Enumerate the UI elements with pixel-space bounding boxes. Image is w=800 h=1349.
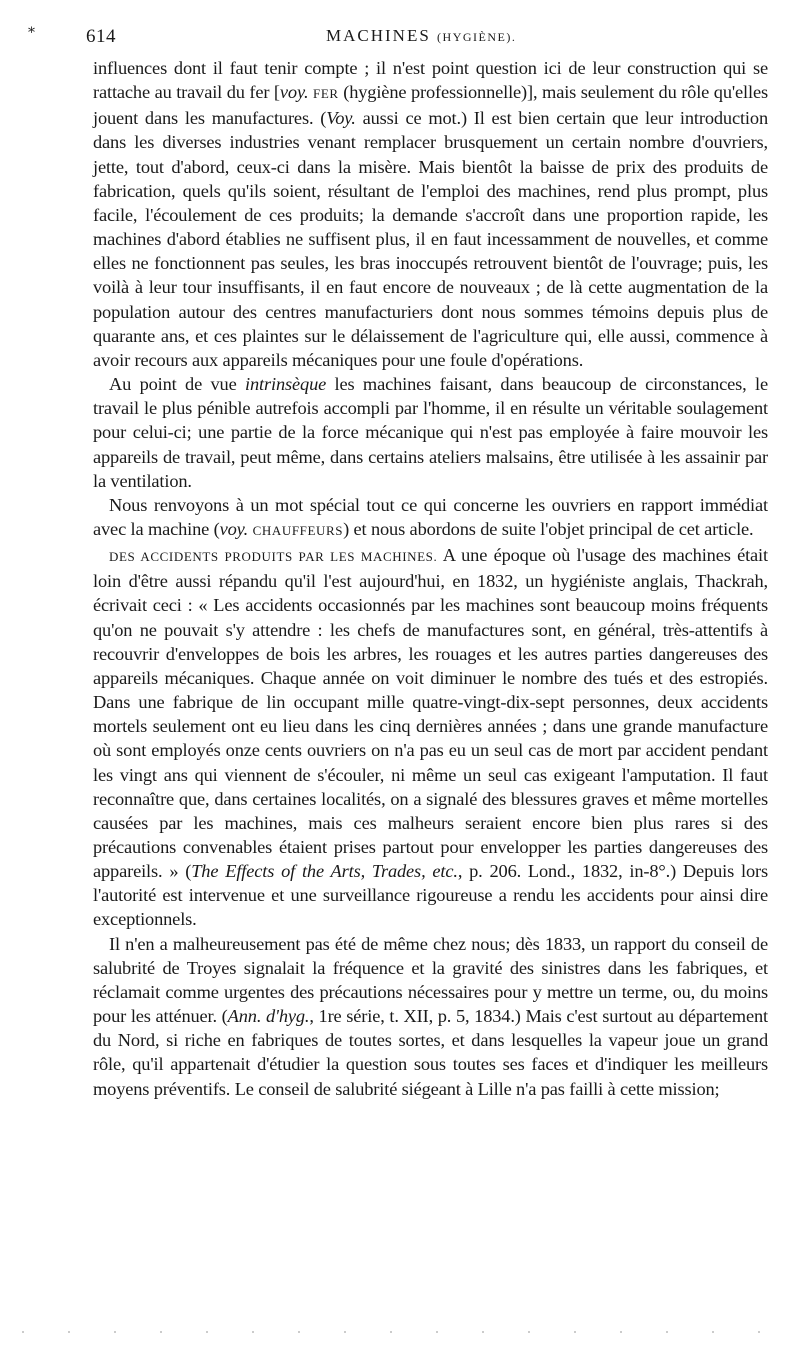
text-run: , p. 206. Lond., 1832, in-8°.) Depuis lors l'autorité est intervenue et une surveillance rigoureuse a rendu les accidents pour ainsi dire exceptionnels.	[93, 861, 768, 930]
body-text	[93, 56, 768, 1101]
running-header	[86, 26, 768, 50]
text-run: A une époque où l'usage des machines était loin d'être aussi répandu qu'il l'est aujourd'hui, en 1832, un hygiéniste anglais, Thackrah, écrivait ceci : « Les accidents occasionnés par les machines sont beaucoup moins fréquents qu'on ne pouvait s'y attendre : les chefs de manufactures sont, en général, très-attentifs à recouvrir d'enveloppes de bois les arbres, les rouages et les autres parties dangereuses des appareils mécaniques. Chaque année on voit diminuer le nombre des tués et des estropiés. Dans une fabrique de lin occupant mille quatre-vingt-dix-sept personnes, deux accidents mortels seulement ont eu lieu dans les cinq dernières années ; dans une grande manufacture où sont employés onze cents ouvriers on n'a pas eu un seul cas de mort par accident pendant les vingt ans qui viennent de s'écouler, ni même un seul cas exigeant l'amputation. Il faut reconnaître que, dans certaines localités, on a signalé des blessures graves et même mortelles causées par les machines, mais ces malheurs seraient encore bien plus rares si des précautions convenables étaient prises partout pour envelopper les parties dangereuses des appareils. » (	[93, 545, 768, 882]
text-run: influences dont il faut tenir compte ; il n'est point question ici de leur construction qui se rattache au travail du fer [	[93, 58, 768, 103]
paragraph	[93, 932, 768, 1101]
italic-run: voy.	[219, 518, 249, 539]
running-title-main: MACHINES	[326, 26, 431, 45]
text-run: Nous renvoyons à un mot spécial tout ce qui concerne les ouvriers en rapport immédiat avec la machine (	[93, 494, 768, 539]
running-title	[326, 26, 516, 46]
page-bottom-specks	[0, 1330, 800, 1334]
italic-run: intrinsèque	[245, 374, 327, 395]
page-number: 614	[86, 26, 116, 47]
italic-run: voy.	[279, 82, 309, 103]
text-run: aussi ce mot.) Il est bien certain que leur introduction dans les diverses industries venant remplacer brusquement un certain nombre d'ouvriers, jette, tout d'abord, ceux-ci dans la misère. Mais bientôt la baisse de prix des produits de fabrication, quels qu'ils soient, résultant de l'emploi des machines, rend plus prompt, plus facile, l'écoulement de ces produits; la demande s'accroît dans une proportion rapide, les machines d'abord établies ne suffisent plus, il en faut incessamment de nouvelles, et comme elles ne fonctionnent pas seules, les bras inoccupés retrouvent bientôt de l'ouvrage; puis, les voilà à leur tour insuffisants, il en faut encore de nouveaux ; de là cette augmentation de la population autour des centres manufacturiers dont nous sommes témoins depuis plus de quarante ans, et ces plaintes sur le délaissement de l'agriculture qui, elle aussi, commence à avoir recours aux appareils mécaniques pour une foule d'opérations.	[93, 108, 768, 370]
small-caps-run: CHAUFFEURS	[252, 522, 344, 538]
text-run: Au point de vue	[109, 374, 246, 395]
italic-run: Ann. d'hyg.	[227, 1006, 310, 1027]
paragraph	[93, 56, 768, 372]
margin-asterisk: *	[28, 25, 35, 41]
paragraph	[93, 493, 768, 543]
text-run: Il n'en a malheureusement pas été de même chez nous; dès 1833, un rapport du conseil de salubrité de Troyes signalait la fréquence et la gravité des sinistres dans les fabriques, et réclamait comme urgentes des précautions nécessaires pour y mettre un terme, ou, du moins pour les atténuer. (	[93, 933, 768, 1027]
paragraph	[93, 372, 768, 493]
italic-run: Voy.	[326, 108, 356, 129]
small-caps-run: DES ACCIDENTS PRODUITS PAR LES MACHINES.	[109, 549, 438, 565]
text-run: , 1re série, t. XII, p. 5, 1834.) Mais c'est surtout au département du Nord, si riche en fabriques de toutes sortes, et dans lesquelles la vapeur joue un grand rôle, qu'il appartenait d'étudier la question sous toutes ses faces et d'indiquer les meilleurs moyens préventifs. Le conseil de salubrité siégeant à Lille n'a pas failli à cette mission;	[93, 1006, 768, 1099]
running-title-sub: (HYGIÈNE).	[437, 30, 517, 44]
small-caps-run: FER	[313, 86, 339, 102]
text-run: (hygiène professionnelle)], mais seulement du rôle qu'elles jouent dans les manufactures. (	[93, 82, 768, 129]
text-run: ) et nous abordons de suite l'objet principal de cet article.	[343, 518, 754, 539]
paragraph	[93, 543, 768, 932]
italic-run: The Effects of the Arts, Trades, etc.	[191, 861, 458, 882]
text-run: les machines faisant, dans beaucoup de circonstances, le travail le plus pénible autrefois accompli par l'homme, il en résulte un véritable soulagement pour celui-ci; une partie de la force mécanique qui n'est pas employée à faire mouvoir les appareils de travail, peut même, dans certains ateliers malsains, être utilisée à les assainir par la ventilation.	[93, 374, 769, 491]
